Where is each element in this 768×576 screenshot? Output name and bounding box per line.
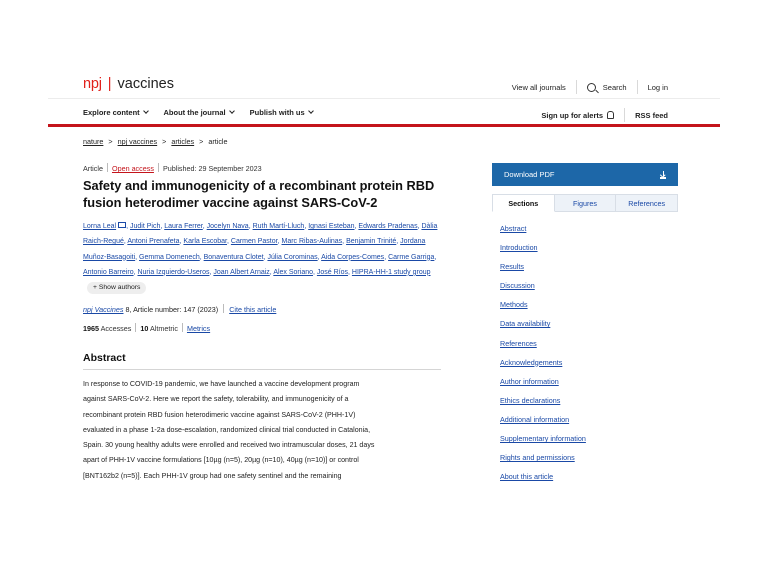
section-link-discussion[interactable]: Discussion xyxy=(500,281,535,291)
meta-divider xyxy=(158,163,159,172)
abstract-line: apart of PHH-1V vaccine formulations [10µg (n=5), 20µg (n=10), 40µg (n=10)] or control xyxy=(83,456,359,465)
author-link[interactable]: Marc Ribas-Aulinas xyxy=(281,238,343,246)
brand-separator: | xyxy=(107,76,112,92)
breadcrumb-npj-vaccines[interactable]: npj vaccines xyxy=(117,137,158,146)
breadcrumb-separator: > xyxy=(162,137,167,146)
author-list: Lorna Leal , Judit Pich, Laura Ferrer, Jocelyn Nava, Ruth Martí-Lluch, Ignasi Esteban, Edwards Pradenas, Dàlia Raich-Regué, Antoni Prenafeta, Karla Escobar, Carmen Pastor, Marc Ribas-Aulinas, Benjamin Trinité, Jordana Muñoz-Basagoiti, Gemma Domenech, Bonaventura Clotet, Júlia Corominas, Aida Corpes-Comes, Carme Garriga, Antonio Barreiro, Nuria Izquierdo-Useros, Joan Albert Arnaiz, Alex Soriano, José Ríos, HIPRA-HH-1 study group+ Show authors xyxy=(83,219,443,295)
author-link[interactable]: Gemma Domenech xyxy=(139,253,200,261)
section-link-abstract[interactable]: Abstract xyxy=(500,224,527,233)
section-link-acknowledgements[interactable]: Acknowledgements xyxy=(500,357,563,367)
abstract-line: [BNT162b2 (n=5)]. Each PHH-1V group had one safety sentinel and the remaining xyxy=(83,471,342,480)
abstract-line: Spain. 30 young healthy adults were enrolled and received two intramuscular doses, 21 days xyxy=(83,441,375,450)
altmetric-count: 10 xyxy=(140,324,149,333)
section-link-rights-and-permissions[interactable]: Rights and permissions xyxy=(500,453,575,463)
cite-divider xyxy=(223,304,224,313)
brand-accent-rule xyxy=(48,124,720,127)
search-icon xyxy=(587,83,596,92)
brand-npj: npj xyxy=(83,76,102,92)
author-link[interactable]: Karla Escobar xyxy=(183,238,228,246)
altmetric-label: Altmetric xyxy=(149,324,178,333)
author-link[interactable]: Carme Garriga xyxy=(388,253,435,261)
author-link[interactable]: Nuria Izquierdo-Useros xyxy=(137,268,210,276)
abstract-line: evaluated in a phase 1-2a dose-escalation, randomized clinical trial conducted in Catalonia, xyxy=(83,425,371,434)
main-nav xyxy=(48,99,720,123)
abstract-text xyxy=(83,377,443,484)
article-type: Article xyxy=(83,164,103,173)
article-metrics xyxy=(83,323,210,333)
download-pdf-label: Download PDF xyxy=(504,170,555,179)
nav-menus xyxy=(83,108,327,117)
abstract-rule xyxy=(83,369,441,370)
about-journal-menu[interactable] xyxy=(164,108,234,117)
section-link-additional-information[interactable]: Additional information xyxy=(500,414,570,424)
author-link[interactable]: Carmen Pastor xyxy=(230,238,278,246)
tab-figures[interactable]: Figures xyxy=(555,194,617,212)
download-pdf-button[interactable] xyxy=(492,163,678,186)
about-journal-label: About the journal xyxy=(163,108,226,117)
show-authors-button[interactable]: + Show authors xyxy=(87,282,146,294)
journal-reference-link[interactable]: npj Vaccines xyxy=(83,305,124,314)
bell-icon xyxy=(607,111,614,119)
article-meta xyxy=(83,163,262,173)
site-header xyxy=(48,48,720,98)
explore-content-menu[interactable] xyxy=(83,108,148,117)
publish-with-us-label: Publish with us xyxy=(249,108,305,117)
breadcrumb-separator: > xyxy=(199,137,204,146)
author-link[interactable]: Antonio Barreiro xyxy=(83,268,134,276)
section-link-results[interactable]: Results xyxy=(500,262,524,272)
browser-viewport xyxy=(48,48,720,482)
abstract-line: against SARS-CoV-2. Here we report the safety, tolerability, and immunogenicity of a xyxy=(83,395,349,404)
breadcrumb-current: article xyxy=(208,137,228,146)
publish-with-us-menu[interactable] xyxy=(250,108,313,117)
author-link[interactable]: Benjamin Trinité xyxy=(346,238,397,246)
author-link[interactable]: Laura Ferrer xyxy=(164,223,203,230)
author-link[interactable]: Jordana Muñoz-Basagoiti xyxy=(83,238,426,261)
author-link[interactable]: Alex Soriano xyxy=(273,268,314,276)
chevron-down-icon xyxy=(229,108,235,114)
author-link[interactable]: Edwards Pradenas xyxy=(358,223,418,230)
author-link[interactable]: Judit Pich xyxy=(129,223,161,230)
author-link[interactable]: HIPRA-HH-1 study group xyxy=(351,268,431,276)
sections-list xyxy=(500,219,586,486)
author-link[interactable]: Lorna Leal xyxy=(83,223,117,230)
search-label: Search xyxy=(602,82,627,92)
abstract-line: recombinant protein RBD fusion heterodimeric vaccine against SARS-CoV-2 (PHH-1V) xyxy=(83,410,356,419)
author-link[interactable]: Antoni Prenafeta xyxy=(127,238,180,246)
section-link-supplementary-information[interactable]: Supplementary information xyxy=(500,434,586,444)
section-link-about-this-article[interactable]: About this article xyxy=(500,472,554,482)
accesses-count: 1965 xyxy=(83,324,99,333)
header-links xyxy=(502,80,678,94)
publish-date: Published: 29 September 2023 xyxy=(162,164,262,173)
author-link[interactable]: Joan Albert Arnaiz xyxy=(213,268,270,276)
tab-references[interactable]: References xyxy=(616,194,678,212)
brand-journal-name: vaccines xyxy=(117,76,174,92)
journal-logo[interactable] xyxy=(83,76,174,92)
abstract-line: In response to COVID-19 pandemic, we have launched a vaccine development program xyxy=(83,380,360,388)
author-link[interactable]: José Ríos xyxy=(316,268,349,276)
sign-up-alerts-link[interactable] xyxy=(531,110,624,120)
abstract-heading: Abstract xyxy=(83,352,126,364)
author-link[interactable]: Aida Corpes-Comes xyxy=(321,253,385,261)
author-link[interactable]: Jocelyn Nava xyxy=(206,223,249,230)
mail-icon[interactable] xyxy=(118,222,126,229)
sign-up-alerts-label: Sign up for alerts xyxy=(541,111,604,120)
open-access-badge[interactable]: Open access xyxy=(111,164,154,173)
chevron-down-icon xyxy=(308,108,314,114)
breadcrumb xyxy=(83,137,228,146)
tab-sections[interactable]: Sections xyxy=(492,194,555,212)
volume-info: 8, Article number: 147 (2023) xyxy=(123,305,219,314)
metrics-divider xyxy=(182,323,183,332)
article-title: Safety and immunogenicity of a recombinant protein RBD fusion heterodimer vaccine against SARS-CoV-2 xyxy=(83,178,435,210)
author-link[interactable]: Ignasi Esteban xyxy=(308,223,355,230)
author-link[interactable]: Ruth Martí-Lluch xyxy=(252,223,305,230)
breadcrumb-articles[interactable]: articles xyxy=(171,137,195,146)
metrics-divider xyxy=(135,323,136,332)
section-link-data-availability[interactable]: Data availability xyxy=(500,319,551,329)
rss-feed-link[interactable]: RSS feed xyxy=(635,110,668,120)
author-link[interactable]: Bonaventura Clotet xyxy=(203,253,264,261)
breadcrumb-nature[interactable]: nature xyxy=(83,137,104,146)
accesses-label: Accesses xyxy=(100,324,132,333)
explore-content-label: Explore content xyxy=(83,108,140,117)
metrics-link[interactable]: Metrics xyxy=(186,324,211,333)
section-link-references[interactable]: References xyxy=(500,338,537,348)
author-link[interactable]: Júlia Corominas xyxy=(267,253,318,261)
download-icon xyxy=(660,171,666,179)
view-all-journals-link[interactable]: View all journals xyxy=(511,82,566,92)
section-link-introduction[interactable]: Introduction xyxy=(500,243,538,253)
section-link-ethics-declarations[interactable]: Ethics declarations xyxy=(500,395,561,405)
search-button[interactable] xyxy=(577,83,637,92)
chevron-down-icon xyxy=(143,108,149,114)
breadcrumb-separator: > xyxy=(108,137,113,146)
login-link[interactable]: Log in xyxy=(647,82,668,92)
section-link-methods[interactable]: Methods xyxy=(500,300,528,310)
section-link-author-information[interactable]: Author information xyxy=(500,376,559,386)
cite-article-link[interactable]: Cite this article xyxy=(229,305,277,314)
sidebar-tabs xyxy=(492,194,678,212)
meta-divider xyxy=(107,163,108,172)
author-link[interactable]: Dàlia Raich-Regué xyxy=(83,223,438,246)
citation-line xyxy=(83,304,276,314)
nav-actions xyxy=(531,108,678,122)
